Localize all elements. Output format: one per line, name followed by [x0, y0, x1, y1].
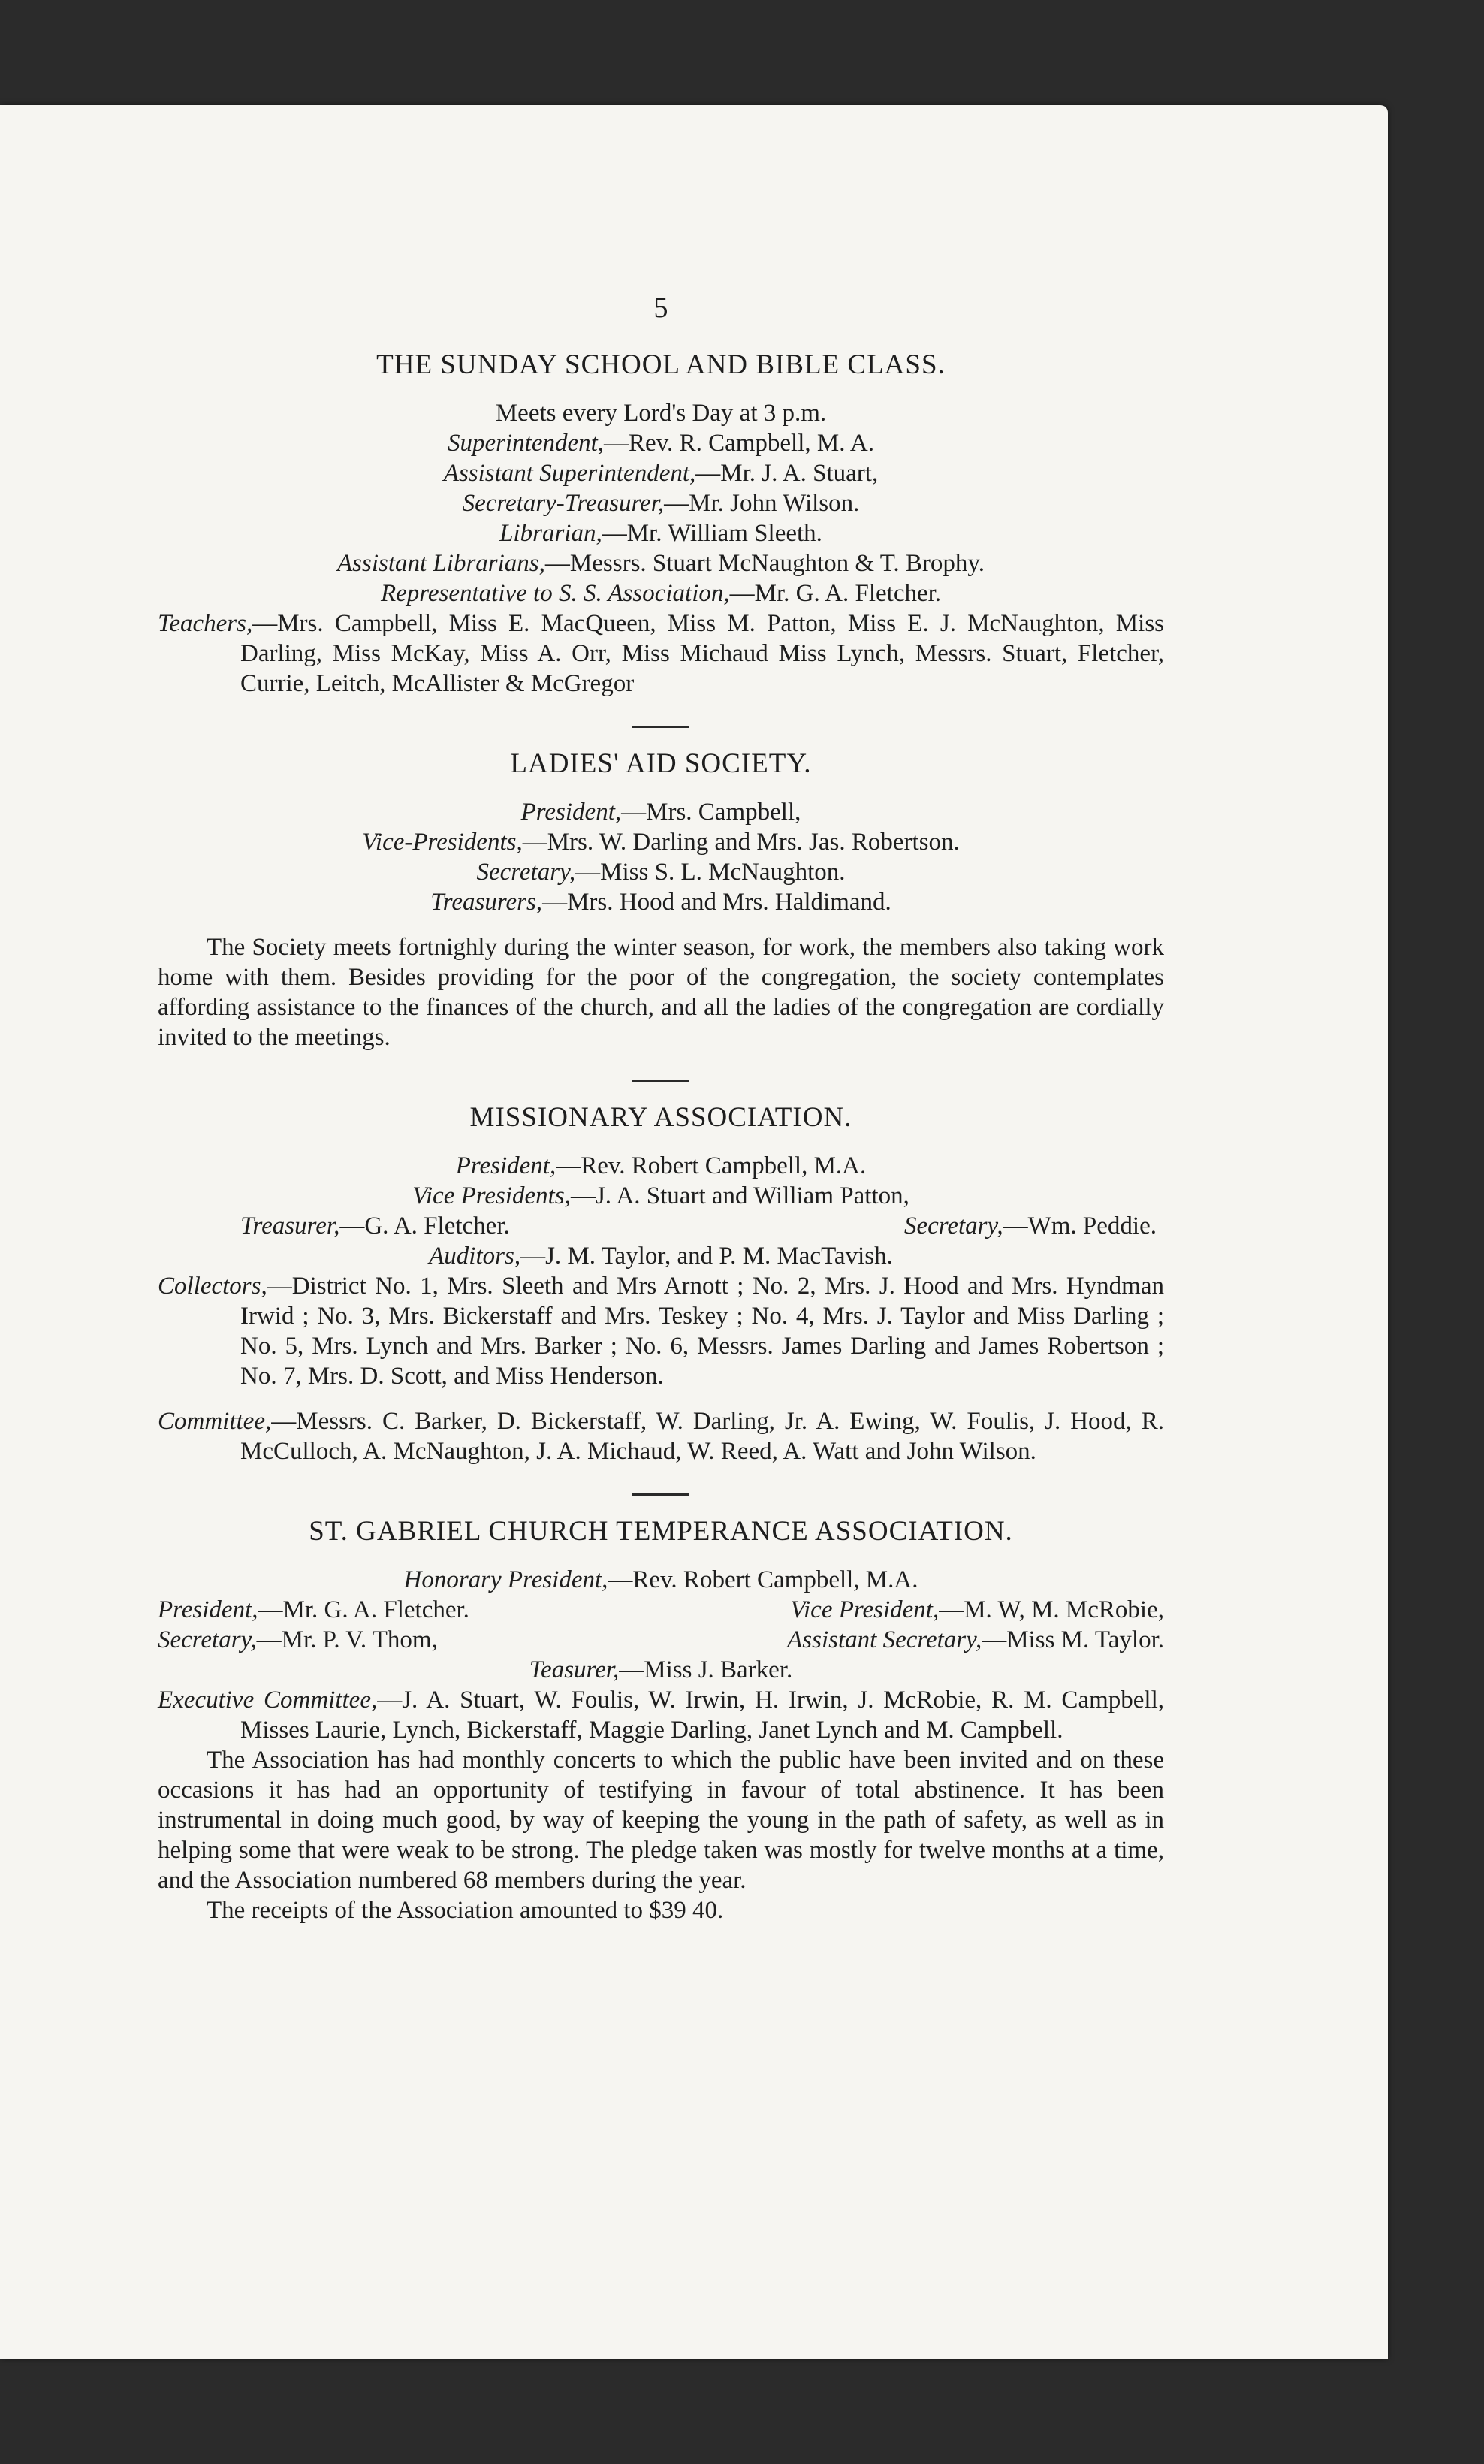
page-content [158, 293, 1164, 1925]
missionary-heading: MISSIONARY ASSOCIATION. [469, 1102, 852, 1133]
ladies-secretary-line: Secretary,—Miss S. L. McNaughton. [476, 859, 846, 886]
temperance-secretary: Secretary,—Mr. P. V. Thom, [158, 1626, 438, 1653]
temperance-secretary-row [158, 1625, 1164, 1655]
librarian-line: Librarian,—Mr. William Sleeth. [499, 520, 822, 547]
document-page [0, 105, 1388, 2359]
teachers-line: Teachers,—Mrs. Campbell, Miss E. MacQueen, Miss M. Patton, Miss E. J. McNaughton, Miss Darling, Miss McKay, Miss A. Orr, Miss Michaud Miss Lynch, Messrs. Stuart, Fletcher, Currie, Leitch, McAllister & McGregor [158, 610, 1164, 697]
section-divider [632, 1080, 689, 1082]
superintendent-line: Superintendent,—Rev. R. Campbell, M. A. [448, 430, 874, 457]
sunday-school-heading: THE SUNDAY SCHOOL AND BIBLE CLASS. [376, 349, 946, 380]
temperance-president: President,—Mr. G. A. Fletcher. [158, 1596, 469, 1623]
page-number: 5 [653, 292, 668, 324]
ladies-vice-presidents-line: Vice-Presidents,—Mrs. W. Darling and Mrs. Jas. Robertson. [362, 829, 960, 856]
missionary-treasurer: Treasurer,—G. A. Fletcher. [240, 1212, 510, 1240]
missionary-president-line: President,—Rev. Robert Campbell, M.A. [455, 1152, 867, 1179]
temperance-executive-committee-line: Executive Committee,—J. A. Stuart, W. Foulis, W. Irwin, H. Irwin, J. McRobie, R. M. Campbell, Misses Laurie, Lynch, Bickerstaff, Maggie Darling, Janet Lynch and M. Campbell. [158, 1686, 1164, 1744]
missionary-committee-line: Committee,—Messrs. C. Barker, D. Bickerstaff, W. Darling, Jr. A. Ewing, W. Foulis, J. Hood, R. McCulloch, A. McNaughton, J. A. Michaud, W. Reed, A. Watt and John Wilson. [158, 1408, 1164, 1465]
missionary-auditors-line: Auditors,—J. M. Taylor, and P. M. MacTavish. [429, 1243, 893, 1270]
sunday-school-meets: Meets every Lord's Day at 3 p.m. [495, 400, 827, 427]
temperance-treasurer-line: Teasurer,—Miss J. Barker. [529, 1656, 793, 1683]
spacer [158, 917, 1164, 932]
temperance-paragraph: The Association has had monthly concerts to which the public have been invited and on these occasions it has had an opportunity of testifying in favour of total abstinence. It has been instrumental in doing much good, by way of keeping the young in the path of safety, as well as in helping some that were weak to be strong. The pledge taken was mostly for twelve months at a time, and the Association numbered 68 members during the year. [158, 1747, 1164, 1894]
temperance-receipts: The receipts of the Association amounted to $39 40. [207, 1897, 724, 1924]
missionary-treasurer-secretary-row [158, 1211, 1164, 1241]
temperance-assistant-secretary: Assistant Secretary,—Miss M. Taylor. [787, 1626, 1164, 1653]
ladies-aid-heading: LADIES' AID SOCIETY. [510, 748, 812, 779]
missionary-vice-presidents-line: Vice Presidents,—J. A. Stuart and William Patton, [412, 1182, 909, 1209]
assistant-librarians-line: Assistant Librarians,—Messrs. Stuart McNaughton & T. Brophy. [336, 550, 985, 577]
temperance-heading: ST. GABRIEL CHURCH TEMPERANCE ASSOCIATION. [309, 1516, 1013, 1547]
representative-line: Representative to S. S. Association,—Mr. G. A. Fletcher. [380, 580, 942, 607]
missionary-secretary: Secretary,—Wm. Peddie. [903, 1212, 1157, 1240]
section-divider [632, 726, 689, 728]
ladies-president-line: President,—Mrs. Campbell, [520, 799, 801, 826]
secretary-treasurer-line: Secretary-Treasurer,—Mr. John Wilson. [462, 490, 860, 517]
temperance-honorary-president-line: Honorary President,—Rev. Robert Campbell, M.A. [403, 1566, 918, 1593]
spacer [158, 1391, 1164, 1406]
temperance-vice-president: Vice President,—M. W, M. McRobie, [790, 1596, 1164, 1623]
ladies-treasurers-line: Treasurers,—Mrs. Hood and Mrs. Haldimand. [430, 889, 891, 916]
section-divider [632, 1493, 689, 1496]
assistant-superintendent-line: Assistant Superintendent,—Mr. J. A. Stuart, [443, 460, 879, 487]
temperance-president-vp-row [158, 1595, 1164, 1625]
missionary-collectors-line: Collectors,—District No. 1, Mrs. Sleeth and Mrs Arnott ; No. 2, Mrs. J. Hood and Mrs. Hyndman Irwid ; No. 3, Mrs. Bickerstaff and Mrs. Teskey ; No. 4, Mrs. J. Taylor and Miss Darling ; No. 5, Mrs. Lynch and Mrs. Barker ; No. 6, Messrs. James Darling and James Robertson ; No. 7, Mrs. D. Scott, and Miss Henderson. [158, 1273, 1164, 1390]
ladies-aid-paragraph: The Society meets fortnighly during the winter season, for work, the members also taking work home with them. Besides providing for the poor of the congregation, the society contemplates affording assistance to the finances of the church, and all the ladies of the congregation are cordially invited to the meetings. [158, 934, 1164, 1051]
